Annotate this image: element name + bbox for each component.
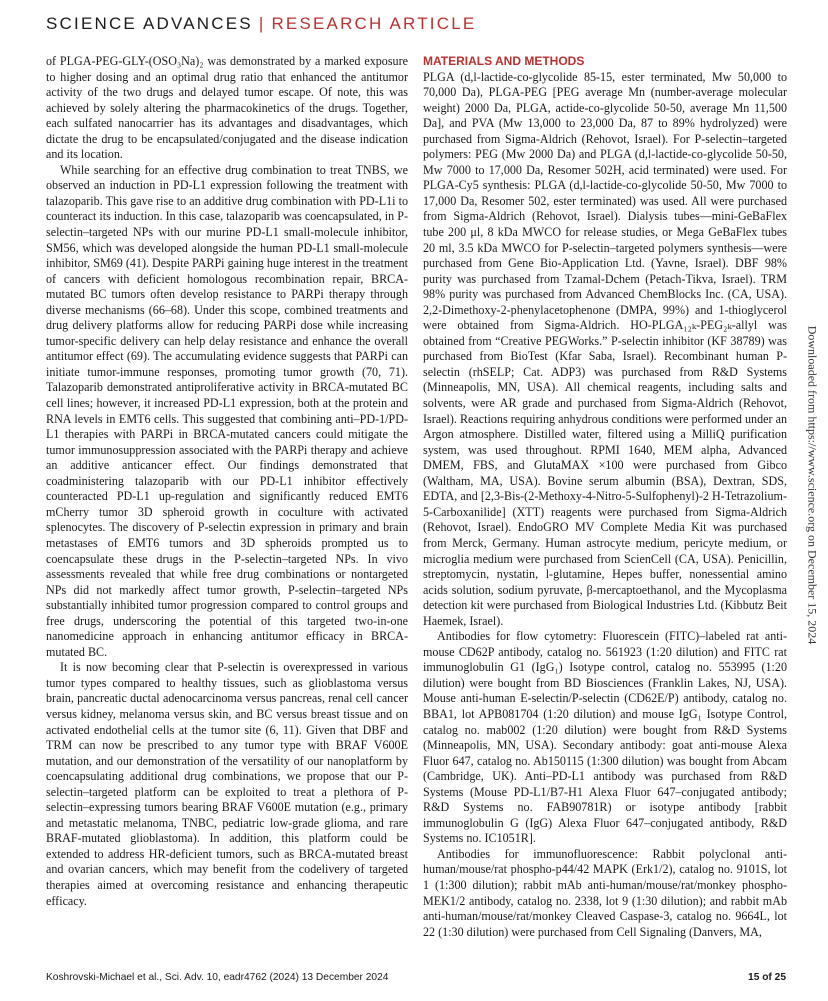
body-paragraph: of PLGA-PEG-GLY-(OSO₃Na)₂ was demonstrated by a marked exposure to higher dosing and an optimal drug ratio that enhanced the antitumor activity of the two drugs and delayed tumor escape. Of note, this was achieved by solely altering the pharmacokinetics of the drugs. Together, each sulfated nanocarrier has its advantages and disadvantages, which dictate the drug to be encapsulated/conjugated and the disease indication and its location. [46,54,408,162]
section-heading: MATERIALS AND METHODS [423,54,585,68]
journal-name: SCIENCE ADVANCES [46,14,253,33]
citation: Koshrovski-Michael et al., Sci. Adv. 10, eadr4762 (2024) 13 December 2024 [46,972,389,983]
article-section: RESEARCH ARTICLE [271,14,477,33]
body-paragraph: Antibodies for immunofluorescence: Rabbit polyclonal anti-human/mouse/rat phospho-p44/42 MAPK (Erk1/2), catalog no. 9101S, lot 1 (1:300 dilution); rabbit mAb anti-human/mouse/rat/monkey phospho-MEK1/2 antibody, catalog no. 2338, lot 9 (1:30 dilution); and rabbit mAb anti-human/mouse/rat/monkey Cleaved Caspase-3, catalog no. 9664L, lot 22 (1:30 dilution) were purchased from Cell Signaling (Danvers, MA, [423,846,787,939]
download-note: Downloaded from https://www.science.org on December 15, 2024 [805,325,820,645]
body-paragraph: While searching for an effective drug combination to treat TNBS, we observed an induction in PD-L1 expression following the treatment with talazoparib. This gave rise to an additive drug combination with PD-L1i to counteract its induction. In this case, talazoparib was coencapsulated, in P-selectin–targeted NPs with our murine PD-L1 small-molecule inhibitor, SM56, which was developed alongside the human PD-L1 small-molecule inhibitor, SM69 (41). Despite PARPi gaining huge interest in the treatment of cancers with deficient homologous recombination repair, BRCA-mutated BC tumors often develop resistance to PARPi therapy through diverse mechanisms (66–68). Under this scope, combined treatments and drug delivery platforms allow for reducing PARPi dose while increasing tumor-specific delivery can help delay resistance and enhance the overall antitumor effect (69). The accumulating evidence suggests that PARPi can initiate tumor-immune responses, promoting tumor growth (70, 71). Talazoparib demonstrated antiproliferative activity in BRCA-mutated BC cell lines; however, it increased PD-L1 expression, both at the protein and RNA levels in EMT6 cells. This suggested that combining anti–PD-1/PD-L1 therapies with PARPi in BRCA-mutated cancers could mitigate the tumor immunosuppression associated with the PARPi therapy and achieve an additive anticancer effect. Our findings demonstrated that coadministering talazoparib with our PD-L1 inhibitor effectively counteracted PD-L1 up-regulation and significantly reduced EMT6 mCherry tumor 3D spheroid growth in coculture with activated splenocytes. The discovery of P-selectin expression in primary and brain metastases of EMT6 tumors and 3D spheroids prompted us to coencapsulate these drugs in the P-selectin–targeted NPs. In vivo assessments revealed that while free drug combinations or nontargeted NPs did not markedly affect tumor growth, P-selectin–targeted NPs substantially inhibited tumor progression compared to control groups and free drugs, underscoring the potential of this targeted two-in-one nanomedicine approach in enhancing antitumor efficacy in BRCA-mutated BC. [46,162,408,659]
download-watermark [803,180,821,790]
left-column [46,54,408,960]
body-paragraph: It is now becoming clear that P-selectin is overexpressed in various tumor types compared to healthy tissues, such as glioblastoma versus brain, pancreatic ductal adenocarcinoma versus pancreas, renal cell cancer versus kidney, melanoma versus skin, and BC versus breast tissue and on activated endothelial cells at the tumor site (6, 11). Given that DBF and TRM can now be prescribed to any tumor type with BRAF V600E mutation, and our demonstration of the versatility of our nanoplatform by coencapsulating additional drug combinations, we propose that our P-selectin–targeted platform can be exploited to treat a plethora of P-selectin–expressing tumors bearing BRAF V600E mutation (e.g., primary and metastatic melanoma, TNBC, pediatric low-grade glioma, and rare BRAF-mutated glioblastoma). In addition, this platform could be extended to address HR-deficient tumors, such as BRCA-mutated breast and ovarian cancers, which may benefit from the codelivery of targeted therapies aimed at overcoming resistance and enhancing therapeutic efficacy. [46,660,408,908]
running-header [46,14,786,34]
body-paragraph: Antibodies for flow cytometry: Fluorescein (FITC)–labeled rat anti-mouse CD62P antibody, catalog no. 561923 (1:20 dilution) and FITC rat immunoglobulin G1 (IgG₁) Isotype control, catalog no. 553995 (1:20 dilution) were bought from BD Biosciences (Franklin Lakes, NJ, USA). Mouse anti-human E-selectin/P-selectin (CD62E/P) antibody, catalog no. BBA1, lot APB081704 (1:20 dilution) and mouse IgG₁ Isotype Control, catalog no. mab002 (1:20 dilution) were bought from R&D Systems (Minneapolis, MN, USA). Secondary antibody: goat anti-mouse Alexa Fluor 647, catalog no. Ab150115 (1:300 dilution) was bought from Abcam (Cambridge, UK). Anti–PD-L1 antibody was purchased from R&D Systems (Mouse PD-L1/B7-H1 Alexa Fluor 647–conjugated antibody; R&D Systems no. FAB90781R) or isotype antibody [rabbit immunoglobulin G (IgG) Alexa Fluor 647–conjugated antibody, R&D Systems no. IC1051R]. [423,629,787,846]
header-separator: | [258,14,266,33]
right-column [423,54,787,960]
body-paragraph: PLGA (d,l-lactide-co-glycolide 85-15, ester terminated, Mw 50,000 to 70,000 Da), PLGA-PEG [PEG average Mn (number-average molecular weight) 2000 Da, PLGA, actide-co-glycolide 50-50, average Mn 11,500 Da], and PVA (Mw 13,000 to 23,000 Da, 87 to 89% hydrolyzed) were purchased from Sigma-Aldrich (Rehovot, Israel). For P-selectin–targeted polymers: PEG (Mw 2000 Da) and PLGA (d,l-lactide-co-glycolide 50-50, Mw 7000 to 17,000 Da, Resomer 502H, acid terminated) were used. For PLGA-Cy5 synthesis: PLGA (d,l-lactide-co-glycolide 50-50, Mw 7000 to 17,000 Da, Resomer 502, ester terminated) was used. All were purchased from Sigma-Aldrich (Rehovot, Israel). Dialysis tubes—mini-GeBaFlex tube 200 μl, 8 kDa MWCO for release studies, or Mega GeBaFlex tubes 20 ml, 3.5 kDa MWCO for P-selectin–targeted polymers synthesis—were purchased from Gene Bio-Application Ltd. (Yavne, Israel). DBF 98% purity was purchased from Tzamal-Dchem (Petach-Tikva, Israel). TRM 98% purity was purchased from Advanced ChemBlocks Inc. (CA, USA). 2,2-Dimethoxy-2-phenylacetophenone (DMPA, 99%) and 1-thioglycerol were obtained from Sigma-Aldrich. HO-PLGA₁₂ₖ-PEG₂ₖ-allyl was obtained from “Creative PEGWorks.” P-selectin inhibitor (KF 38789) was purchased from BioTest (Kfar Saba, Israel). Recombinant human P-selectin (rhSELP; Cat. ADP3) was purchased from R&D Systems (Minneapolis, MN, USA). All chemical reagents, including salts and solvents, were AR grade and purchased from Sigma-Aldrich (Rehovot, Israel). Reactions requiring anhydrous conditions were performed under an Argon atmosphere. Distilled water, filtered using a MilliQ purification system, was used throughout. RPMI 1640, MEM alpha, Advanced DMEM, FBS, and GlutaMAX ×100 were purchased from Gibco (Waltham, MA, USA). Bovine serum albumin (BSA), Dextran, SDS, EDTA, and [2,3-Bis-(2-Methoxy-4-Nitro-5-Sulfophenyl)-2 H-Tetrazolium-5-Carboxanilide] (XTT) reagents were purchased from Sigma-Aldrich (Rehovot, Israel). EndoGRO MV Complete Media Kit was purchased from Merck, Germany. Human astrocyte medium, pericyte medium, or microglia medium were purchased from ScienCell (CA, USA). Penicillin, streptomycin, nystatin, l-glutamine, Hepes buffer, nonessential amino acids solution, sodium pyruvate, β-mercaptoethanol, and the Mycoplasma detection kit were purchased from Biological Industries Ltd. (Kibbutz Beit Haemek, Israel). [423,69,787,628]
page-number: 15 of 25 [748,972,786,983]
